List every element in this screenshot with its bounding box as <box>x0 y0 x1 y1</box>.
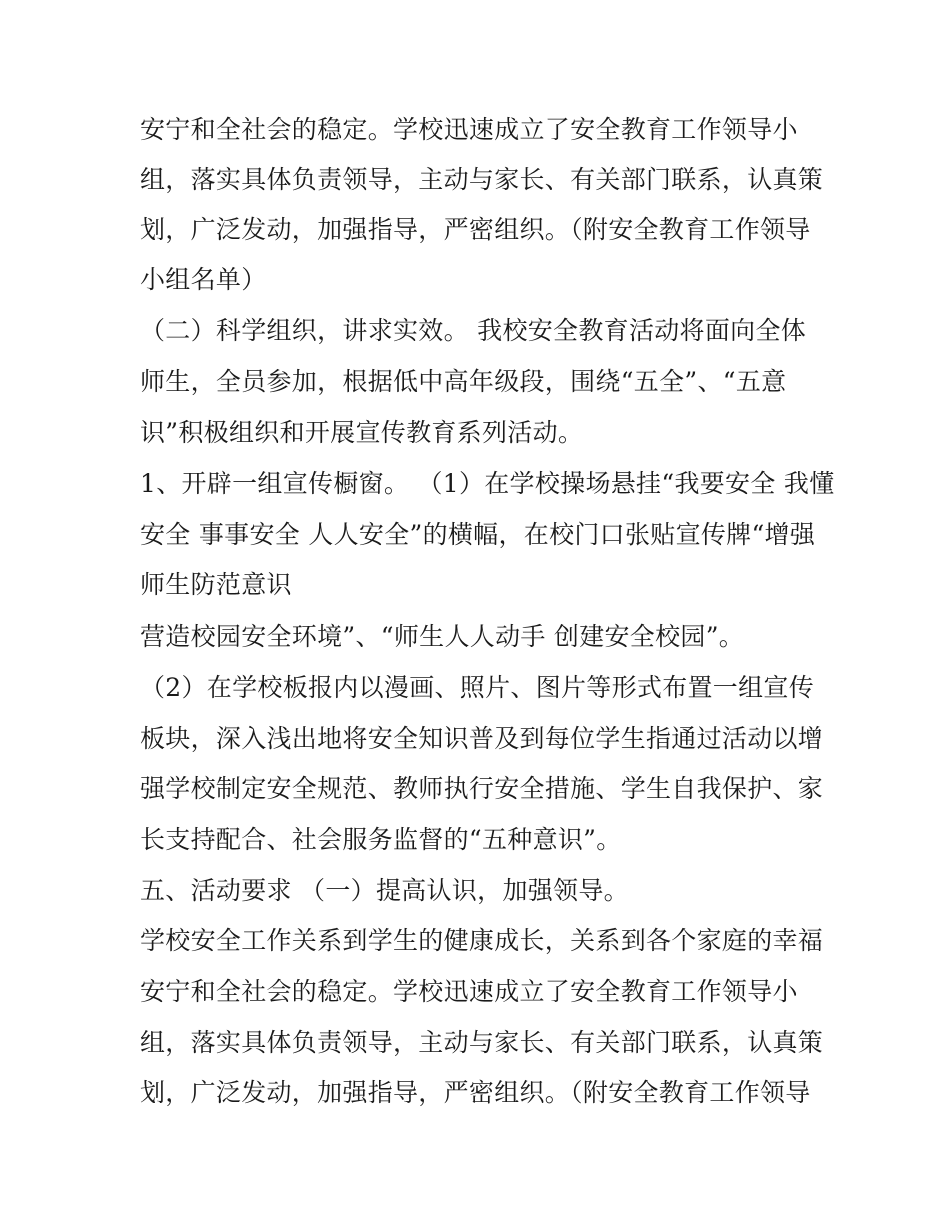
text-line: 组，落实具体负责领导，主动与家长、有关部门联系，认真策 <box>140 165 824 194</box>
text-line: 安宁和全社会的稳定。学校迅速成立了安全教育工作领导小 <box>140 977 798 1006</box>
text-line: 五、活动要求 （一）提高认识，加强领导。 <box>140 876 629 905</box>
text-line: 划，广泛发动，加强指导，严密组织。（附安全教育工作领导 <box>140 1078 811 1107</box>
text-line: 安全 事事安全 人人安全”的横幅，在校门口张贴宣传牌“增强 <box>140 520 816 549</box>
text-line: 学校安全工作关系到学生的健康成长，关系到各个家庭的幸福 <box>140 926 824 955</box>
text-line: 小组名单） <box>140 265 267 294</box>
text-line: 营造校园安全环境”、“师生人人动手 创建安全校园”。 <box>140 622 745 651</box>
text-line: 长支持配合、社会服务监督的“五种意识”。 <box>140 825 622 854</box>
text-line: （2）在学校板报内以漫画、照片、图片等形式布置一组宣传 <box>140 673 815 702</box>
text-line: 1、开辟一组宣传橱窗。 （1）在学校操场悬挂“我要安全 我懂 <box>140 469 835 498</box>
text-line: 师生防范意识 <box>140 570 292 599</box>
text-line: 板块，深入浅出地将安全知识普及到每位学生指通过活动以增 <box>140 724 824 753</box>
text-line: 安宁和全社会的稳定。学校迅速成立了安全教育工作领导小 <box>140 115 798 144</box>
text-line: 师生，全员参加，根据低中高年级段，围绕“五全”、“五意 <box>140 367 787 396</box>
text-line: 划，广泛发动，加强指导，严密组织。（附安全教育工作领导 <box>140 215 811 244</box>
text-line: 组，落实具体负责领导，主动与家长、有关部门联系，认真策 <box>140 1028 824 1057</box>
text-line: 识”积极组织和开展宣传教育系列活动。 <box>140 418 584 447</box>
text-line: 强学校制定安全规范、教师执行安全措施、学生自我保护、家 <box>140 774 824 803</box>
text-line: （二）科学组织，讲求实效。 我校安全教育活动将面向全体 <box>140 316 807 345</box>
